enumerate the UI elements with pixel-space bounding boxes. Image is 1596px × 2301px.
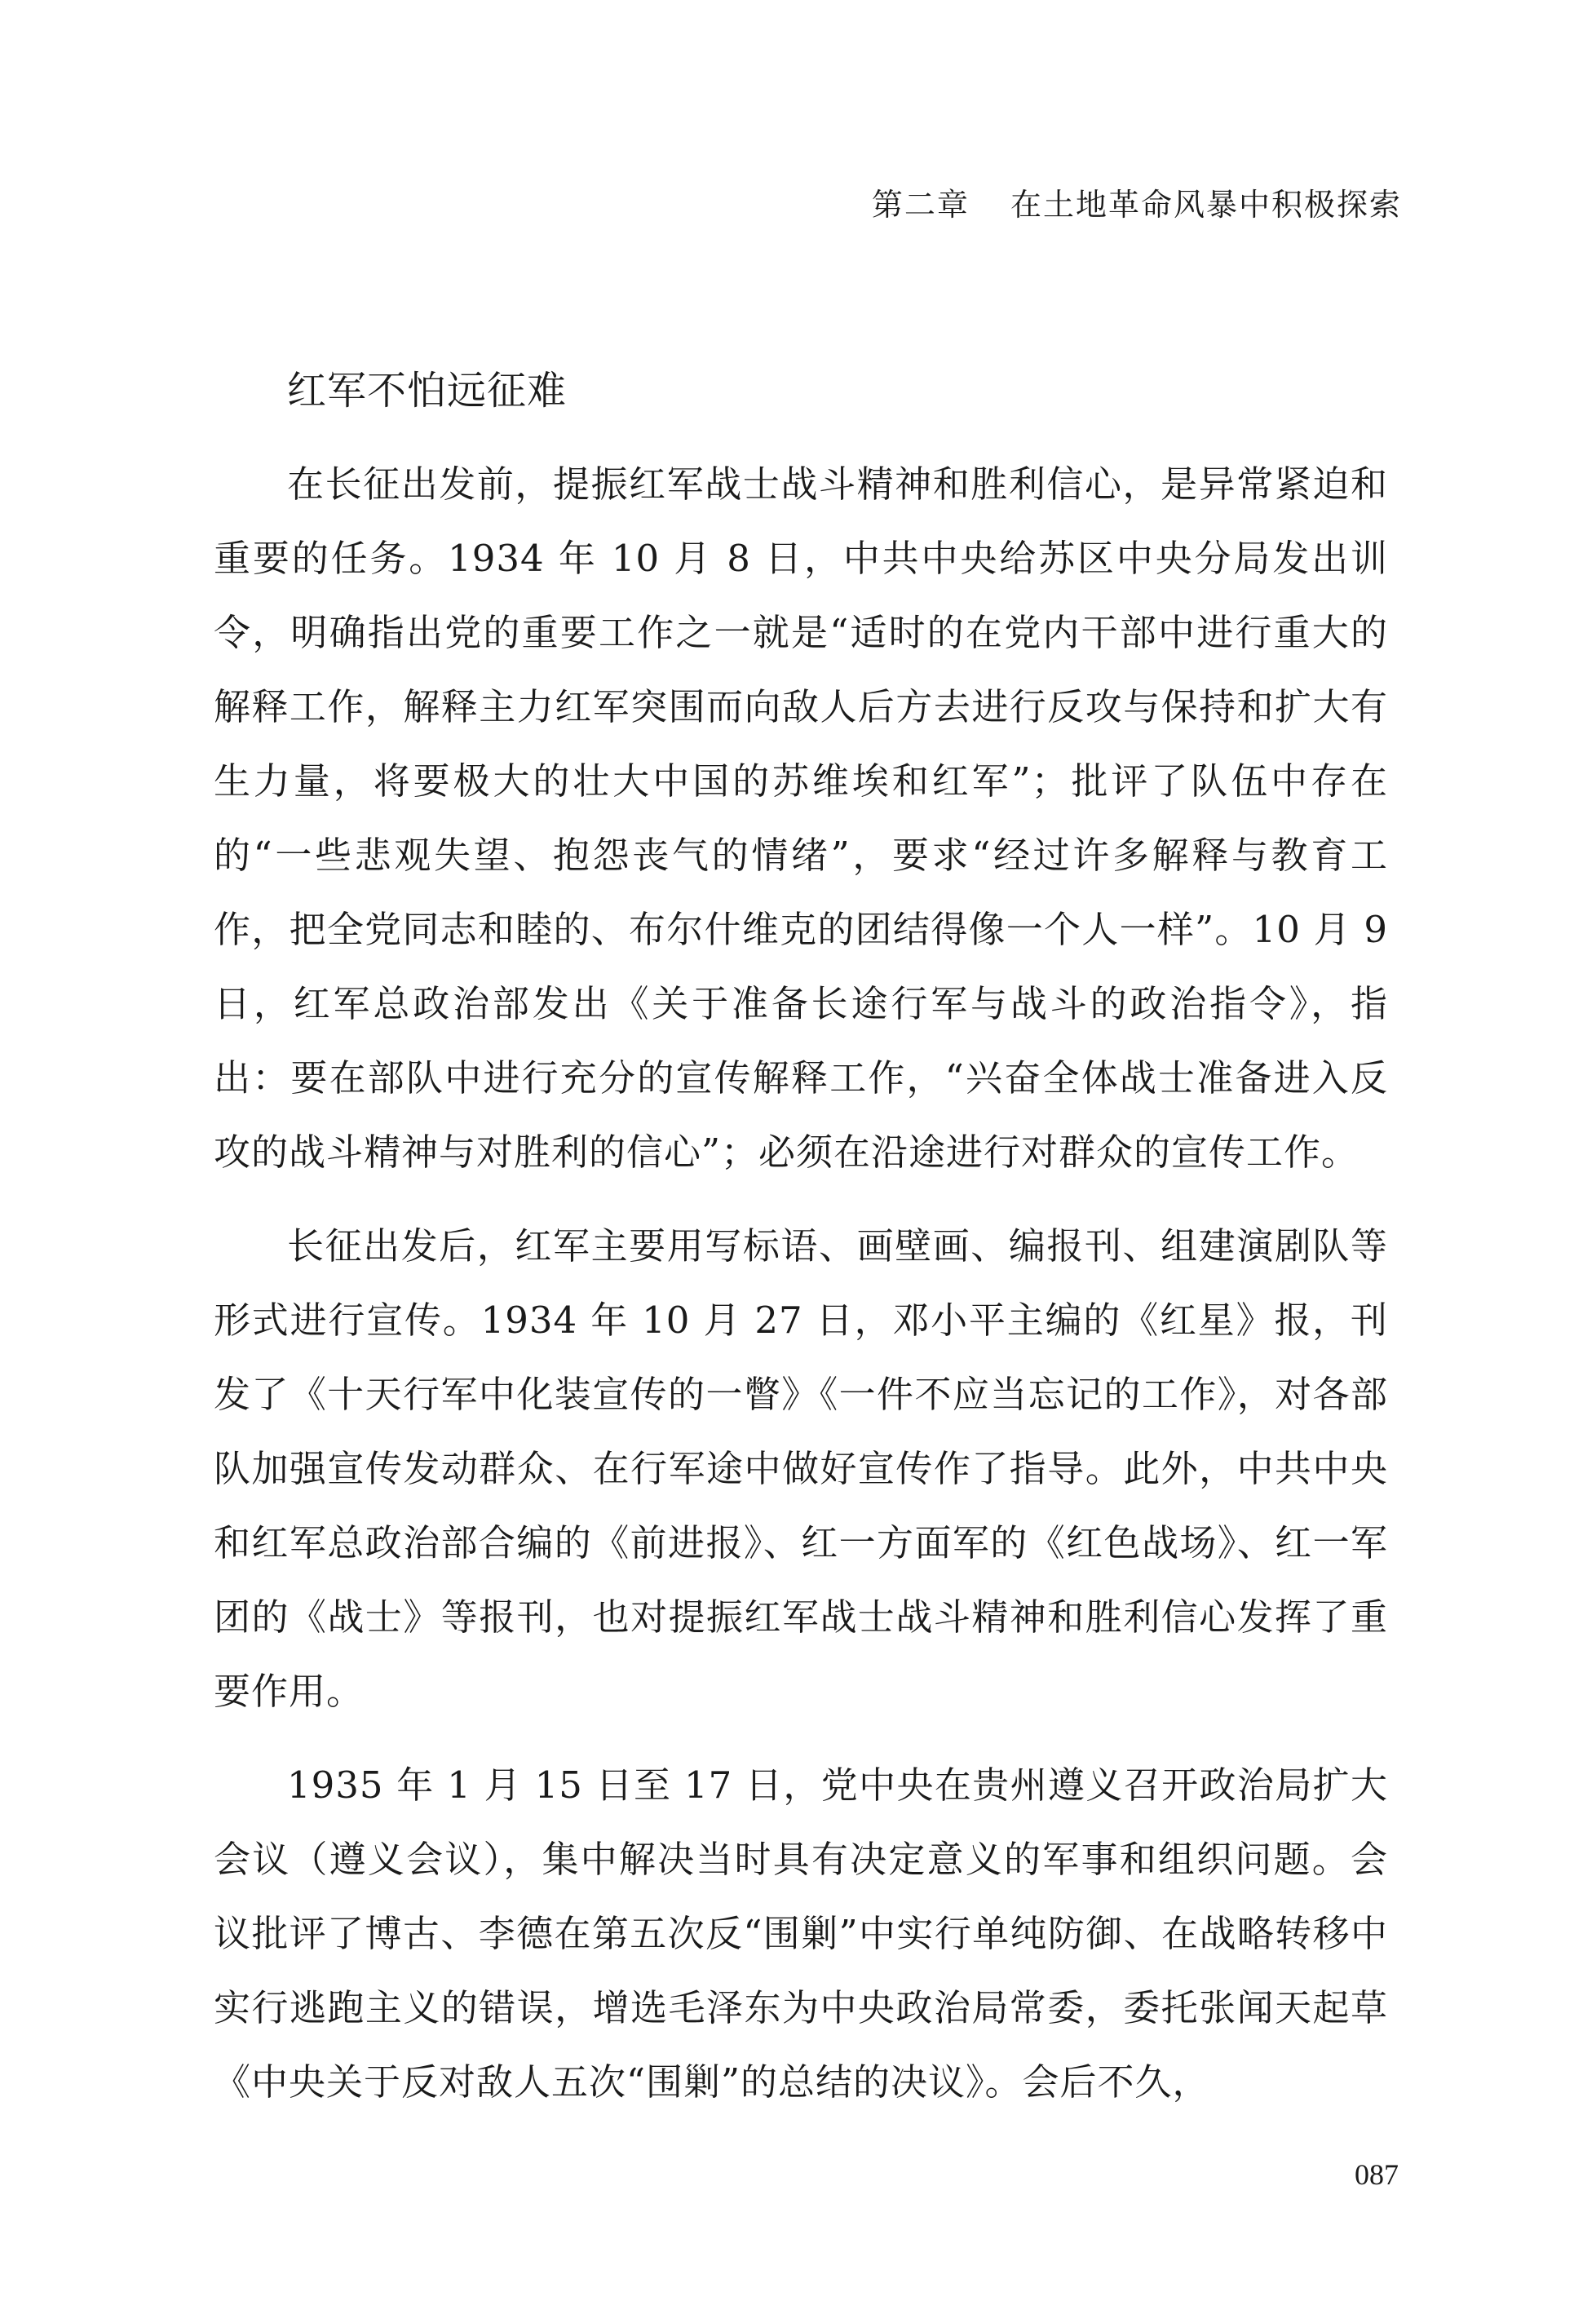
running-header <box>872 179 1402 224</box>
chapter-title: 在土地革命风暴中积极探索 <box>1010 187 1402 223</box>
paragraph-3: 1935 年 1 月 15 日至 17 日，党中央在贵州遵义召开政治局扩大会议（遵义会议），集中解决当时具有决定意义的军事和组织问题。会议批评了博古、李德在第五次反“围剿”中实行单纯防御、在战略转移中实行逃跑主义的错误，增选毛泽东为中央政治局常委，委托张闻天起草《中央关于反对敌人五次“围剿”的总结的决议》。会后不久， <box>214 1763 1388 2104</box>
paragraph-2: 长征出发后，红军主要用写标语、画壁画、编报刊、组建演剧队等形式进行宣传。1934 年 10 月 27 日，邓小平主编的《红星》报，刊发了《十天行军中化装宣传的一瞥》《一件不应当忘记的工作》，对各部队加强宣传发动群众、在行军途中做好宣传作了指导。此外，中共中央和红军总政治部合编的《前进报》、红一方面军的《红色战场》、红一军团的《战士》等报刊，也对提振红军战士战斗精神和胜利信心发挥了重要作用。 <box>214 1224 1388 1713</box>
body-text <box>214 447 1388 2139</box>
section-title: 红军不怕远征难 <box>287 368 568 414</box>
page-number: 087 <box>1355 2158 1399 2191</box>
paragraph-1: 在长征出发前，提振红军战士战斗精神和胜利信心，是异常紧迫和重要的任务。1934 年 10 月 8 日，中共中央给苏区中央分局发出训令，明确指出党的重要工作之一就是“适时的在党内干部中进行重大的解释工作，解释主力红军突围而向敌人后方去进行反攻与保持和扩大有生力量，将要极大的壮大中国的苏维埃和红军”；批评了队伍中存在的“一些悲观失望、抱怨丧气的情绪”，要求“经过许多解释与教育工作，把全党同志和睦的、布尔什维克的团结得像一个人一样”。10 月 9 日，红军总政治部发出《关于准备长途行军与战斗的政治指令》，指出：要在部队中进行充分的宣传解释工作，“兴奋全体战士准备进入反攻的战斗精神与对胜利的信心”；必须在沿途进行对群众的宣传工作。 <box>214 462 1388 1174</box>
chapter-number: 第二章 <box>871 187 970 223</box>
